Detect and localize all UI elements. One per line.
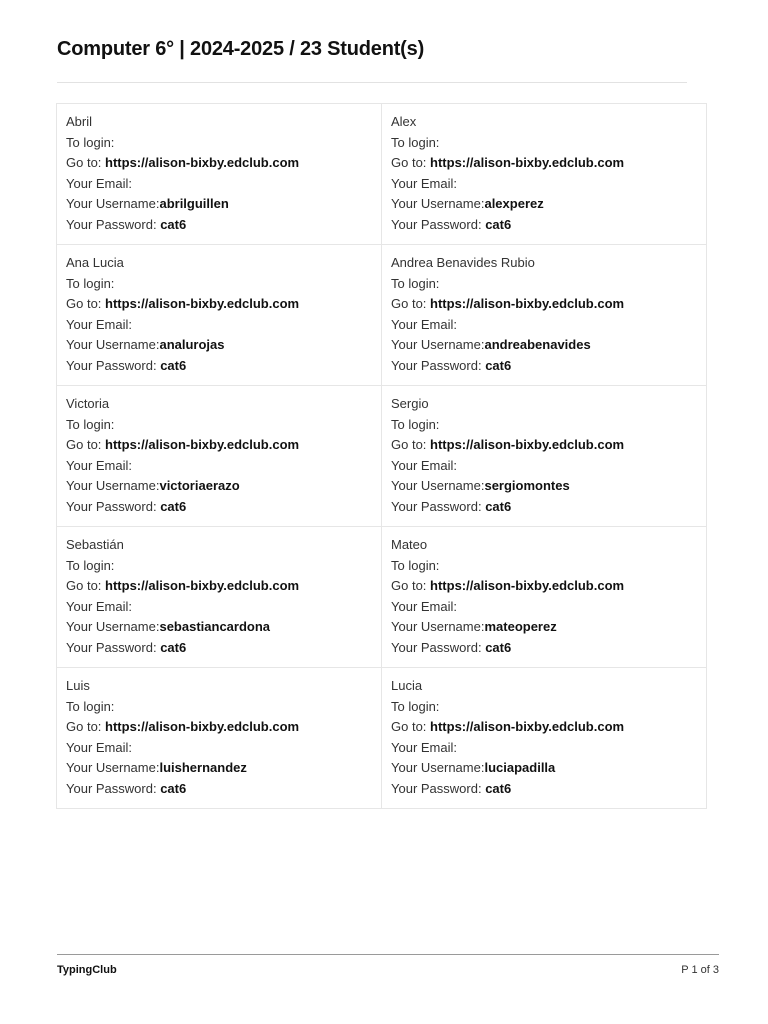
login-url-line xyxy=(391,576,697,597)
to-login-label: To login: xyxy=(391,134,440,150)
student-username: alexperez xyxy=(484,196,544,211)
password-line xyxy=(391,215,697,236)
username-label: Your Username: xyxy=(66,337,160,352)
to-login-label: To login: xyxy=(391,416,440,432)
password-line xyxy=(66,356,372,377)
password-line xyxy=(66,779,372,800)
login-url-line xyxy=(391,294,697,315)
student-card xyxy=(382,668,707,809)
to-login-label: To login: xyxy=(391,698,440,714)
email-label: Your Email: xyxy=(66,598,132,614)
password-label: Your Password: xyxy=(66,357,161,373)
go-to-label: Go to: xyxy=(391,296,431,311)
username-label: Your Username: xyxy=(391,196,485,211)
password-label: Your Password: xyxy=(66,780,161,796)
go-to-label: Go to: xyxy=(391,437,431,452)
email-label: Your Email: xyxy=(391,175,457,191)
to-login-label: To login: xyxy=(66,557,115,573)
email-label: Your Email: xyxy=(66,316,132,332)
login-url: https://alison-bixby.edclub.com xyxy=(430,437,625,452)
username-label: Your Username: xyxy=(391,760,485,775)
page-number: P 1 of 3 xyxy=(681,964,719,976)
username-label: Your Username: xyxy=(391,337,485,352)
student-card xyxy=(382,386,707,527)
student-name: Lucia xyxy=(391,678,423,693)
login-url: https://alison-bixby.edclub.com xyxy=(105,437,300,452)
password-line xyxy=(391,779,697,800)
student-username: luishernandez xyxy=(159,760,247,775)
go-to-label: Go to: xyxy=(391,719,431,734)
student-row xyxy=(57,527,707,668)
login-url: https://alison-bixby.edclub.com xyxy=(105,578,300,593)
student-card xyxy=(57,104,382,245)
footer-divider xyxy=(57,954,719,955)
username-line xyxy=(391,335,697,356)
email-line xyxy=(66,738,372,759)
login-url: https://alison-bixby.edclub.com xyxy=(105,719,300,734)
username-line xyxy=(66,194,372,215)
student-username: victoriaerazo xyxy=(159,478,240,493)
login-url-line xyxy=(66,294,372,315)
username-line xyxy=(66,617,372,638)
student-password: cat6 xyxy=(485,216,512,232)
username-label: Your Username: xyxy=(66,196,160,211)
student-username: andreabenavides xyxy=(484,337,591,352)
student-card xyxy=(57,245,382,386)
email-line xyxy=(391,174,697,195)
password-label: Your Password: xyxy=(66,639,161,655)
student-login-grid xyxy=(56,103,707,809)
email-label: Your Email: xyxy=(391,457,457,473)
password-label: Your Password: xyxy=(391,639,486,655)
student-name: Luis xyxy=(66,678,90,693)
student-row xyxy=(57,386,707,527)
username-line xyxy=(66,335,372,356)
to-login-label: To login: xyxy=(66,698,115,714)
student-username: analurojas xyxy=(159,337,225,352)
login-url: https://alison-bixby.edclub.com xyxy=(430,719,625,734)
to-login-label: To login: xyxy=(391,557,440,573)
username-label: Your Username: xyxy=(391,478,485,493)
password-label: Your Password: xyxy=(391,498,486,514)
student-name: Mateo xyxy=(391,537,428,552)
email-line xyxy=(391,315,697,336)
login-url-line xyxy=(391,717,697,738)
student-name: Ana Lucia xyxy=(66,255,124,270)
password-line xyxy=(66,497,372,518)
student-password: cat6 xyxy=(485,780,512,796)
password-line xyxy=(66,215,372,236)
student-username: mateoperez xyxy=(484,619,557,634)
student-row xyxy=(57,245,707,386)
login-url-line xyxy=(391,153,697,174)
username-line xyxy=(391,758,697,779)
password-label: Your Password: xyxy=(391,357,486,373)
email-label: Your Email: xyxy=(391,598,457,614)
login-url: https://alison-bixby.edclub.com xyxy=(430,578,625,593)
username-label: Your Username: xyxy=(66,760,160,775)
email-line xyxy=(66,315,372,336)
email-label: Your Email: xyxy=(66,175,132,191)
email-line xyxy=(66,597,372,618)
student-username: sergiomontes xyxy=(484,478,570,493)
login-url: https://alison-bixby.edclub.com xyxy=(105,296,300,311)
student-name: Alex xyxy=(391,114,417,129)
username-line xyxy=(66,476,372,497)
page-title: Computer 6° | 2024-2025 / 23 Student(s) xyxy=(57,38,425,60)
email-line xyxy=(66,174,372,195)
password-label: Your Password: xyxy=(66,498,161,514)
login-url-line xyxy=(66,576,372,597)
password-line xyxy=(66,638,372,659)
student-username: sebastiancardona xyxy=(159,619,271,634)
email-line xyxy=(391,597,697,618)
student-card xyxy=(382,527,707,668)
go-to-label: Go to: xyxy=(391,578,431,593)
email-label: Your Email: xyxy=(66,457,132,473)
to-login-label: To login: xyxy=(66,275,115,291)
student-password: cat6 xyxy=(160,780,187,796)
student-password: cat6 xyxy=(160,498,187,514)
student-password: cat6 xyxy=(485,498,512,514)
to-login-label: To login: xyxy=(66,134,115,150)
email-line xyxy=(391,738,697,759)
student-name: Abril xyxy=(66,114,93,129)
login-url: https://alison-bixby.edclub.com xyxy=(105,155,300,170)
login-url: https://alison-bixby.edclub.com xyxy=(430,296,625,311)
login-url-line xyxy=(66,435,372,456)
password-line xyxy=(391,356,697,377)
to-login-label: To login: xyxy=(391,275,440,291)
password-label: Your Password: xyxy=(66,216,161,232)
email-label: Your Email: xyxy=(391,739,457,755)
student-card xyxy=(382,104,707,245)
student-password: cat6 xyxy=(160,357,187,373)
student-name: Victoria xyxy=(66,396,110,411)
password-line xyxy=(391,638,697,659)
login-url-line xyxy=(66,153,372,174)
footer-brand: TypingClub xyxy=(57,964,117,976)
go-to-label: Go to: xyxy=(66,719,106,734)
student-name: Sergio xyxy=(391,396,429,411)
username-line xyxy=(391,476,697,497)
student-password: cat6 xyxy=(485,639,512,655)
go-to-label: Go to: xyxy=(66,296,106,311)
email-line xyxy=(391,456,697,477)
student-username: luciapadilla xyxy=(484,760,556,775)
student-row xyxy=(57,104,707,245)
student-password: cat6 xyxy=(160,639,187,655)
student-password: cat6 xyxy=(160,216,187,232)
email-label: Your Email: xyxy=(391,316,457,332)
student-card xyxy=(382,245,707,386)
email-label: Your Email: xyxy=(66,739,132,755)
go-to-label: Go to: xyxy=(391,155,431,170)
password-label: Your Password: xyxy=(391,216,486,232)
student-name: Sebastián xyxy=(66,537,124,552)
student-card xyxy=(57,527,382,668)
login-url: https://alison-bixby.edclub.com xyxy=(430,155,625,170)
go-to-label: Go to: xyxy=(66,578,106,593)
title-divider xyxy=(57,82,687,83)
username-label: Your Username: xyxy=(391,619,485,634)
student-name: Andrea Benavides Rubio xyxy=(391,255,535,270)
student-username: abrilguillen xyxy=(159,196,229,211)
student-row xyxy=(57,668,707,809)
student-password: cat6 xyxy=(485,357,512,373)
email-line xyxy=(66,456,372,477)
student-card xyxy=(57,386,382,527)
username-line xyxy=(391,617,697,638)
password-label: Your Password: xyxy=(391,780,486,796)
student-card xyxy=(57,668,382,809)
go-to-label: Go to: xyxy=(66,437,106,452)
login-url-line xyxy=(391,435,697,456)
username-label: Your Username: xyxy=(66,619,160,634)
go-to-label: Go to: xyxy=(66,155,106,170)
username-line xyxy=(66,758,372,779)
password-line xyxy=(391,497,697,518)
username-line xyxy=(391,194,697,215)
to-login-label: To login: xyxy=(66,416,115,432)
username-label: Your Username: xyxy=(66,478,160,493)
login-url-line xyxy=(66,717,372,738)
